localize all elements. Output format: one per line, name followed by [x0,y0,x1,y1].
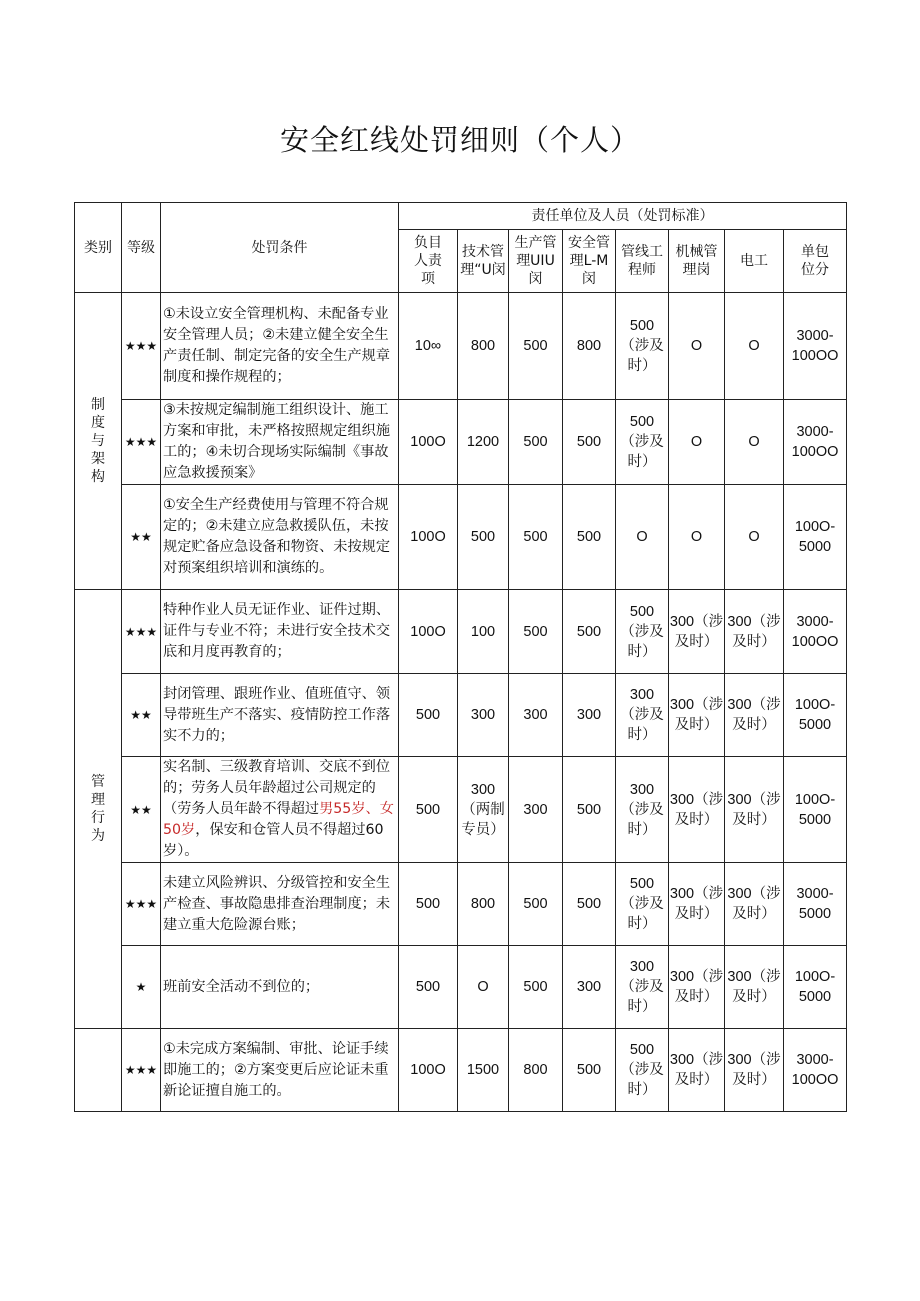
value-cell: 100O [399,400,458,485]
table-row [75,674,847,757]
header-col-pipeline-engineer: 管线工程师 [616,230,669,293]
value-cell: 3000-100OO [784,1029,847,1112]
value-cell: 3000-100OO [784,590,847,674]
header-col-safety: 安全管理L-M闵 [563,230,616,293]
level-stars: ★ [122,946,161,1029]
value-cell: 500 [563,400,616,485]
value-cell: 500 [399,946,458,1029]
value-cell: O [458,946,509,1029]
value-cell: 300（涉及时） [725,590,784,674]
table-row [75,946,847,1029]
value-cell: 300（涉及时） [725,757,784,863]
value-cell: 500 [563,485,616,590]
header-level: 等级 [122,203,161,293]
value-cell: 500 [563,590,616,674]
value-cell: 500（涉及时） [616,400,669,485]
level-stars: ★★★ [122,400,161,485]
value-cell: 500 [458,485,509,590]
value-cell: 800 [458,863,509,946]
table-row [75,485,847,590]
value-cell: O [725,400,784,485]
header-col-subcontractor: 单包位分 [784,230,847,293]
value-cell: 300（涉及时） [669,674,725,757]
value-cell: 100O-5000 [784,946,847,1029]
value-cell: 300 [509,757,563,863]
value-cell: 500 [563,757,616,863]
condition-text-a: 实名制、三级教育培训、交底不到位的；劳务人员年龄超过公司规定的（劳务人员年龄不得超过 [163,759,391,817]
value-cell: 3000-100OO [784,400,847,485]
condition-text-b: ，保安和仓管人员不得超过60岁）。 [163,822,384,859]
value-cell: 3000-5000 [784,863,847,946]
value-cell: O [725,293,784,400]
table-row [75,590,847,674]
level-stars: ★★★ [122,1029,161,1112]
value-cell: 500（涉及时） [616,590,669,674]
value-cell: 300 [458,674,509,757]
condition-cell: 封闭管理、跟班作业、值班值守、领导带班生产不落实、疫情防控工作落实不力的； [161,674,399,757]
value-cell: 300（涉及时） [725,1029,784,1112]
value-cell: O [725,485,784,590]
penalty-table [74,202,847,1112]
header-col-production: 生产管理UIU闵 [509,230,563,293]
value-cell: 300（涉及时） [669,757,725,863]
header-col-electrician: 电工 [725,230,784,293]
value-cell: 300（两制专员） [458,757,509,863]
header-category: 类别 [75,203,122,293]
value-cell: 500 [563,863,616,946]
value-cell: 100O-5000 [784,485,847,590]
value-cell: 500 [509,400,563,485]
value-cell: 800 [563,293,616,400]
level-stars: ★★ [122,757,161,863]
condition-age-limit: 男55岁、女50岁 [163,801,394,838]
value-cell: 300（涉及时） [616,674,669,757]
table-row [75,757,847,863]
value-cell: 500（涉及时） [616,863,669,946]
table-row [75,1029,847,1112]
condition-cell: 未建立风险辨识、分级管控和安全生产检查、事故隐患排查治理制度；未建立重大危险源台账； [161,863,399,946]
level-stars: ★★★ [122,863,161,946]
condition-cell: ①安全生产经费使用与管理不符合规定的；②未建立应急救援队伍，未按规定贮备应急设备和物资、未按规定对预案组织培训和演练的。 [161,485,399,590]
value-cell: 500（涉及时） [616,1029,669,1112]
table-row [75,863,847,946]
header-col-project-leader: 负目人责项 [399,230,458,293]
value-cell: 300 [563,946,616,1029]
condition-cell: ③未按规定编制施工组织设计、施工方案和审批，未严格按照规定组织施工的；④未切合现场实际编制《事故应急救援预案》 [161,400,399,485]
value-cell: 500（涉及时） [616,293,669,400]
value-cell: 300（涉及时） [725,863,784,946]
value-cell: O [669,293,725,400]
value-cell: 100O [399,485,458,590]
value-cell: 500 [563,1029,616,1112]
value-cell: 100O [399,590,458,674]
level-stars: ★★★ [122,293,161,400]
value-cell: 100O-5000 [784,674,847,757]
value-cell: 500 [509,590,563,674]
value-cell: O [669,485,725,590]
page-title: 安全红线处罚细则（个人） [279,123,640,157]
value-cell: 1500 [458,1029,509,1112]
header-responsible-group: 责任单位及人员（处罚标准） [399,203,847,230]
condition-cell: 特种作业人员无证作业、证件过期、证件与专业不符；未进行安全技术交底和月度再教育的； [161,590,399,674]
value-cell: 500 [399,757,458,863]
value-cell: O [669,400,725,485]
value-cell: 300（涉及时） [616,757,669,863]
value-cell: 300（涉及时） [725,946,784,1029]
level-stars: ★★ [122,674,161,757]
condition-cell: ①未完成方案编制、审批、论证手续即施工的；②方案变更后应论证未重新论证擅自施工的。 [161,1029,399,1112]
value-cell: 800 [509,1029,563,1112]
value-cell: 10∞ [399,293,458,400]
value-cell: 1200 [458,400,509,485]
level-stars: ★★★ [122,590,161,674]
value-cell: 500 [399,863,458,946]
condition-cell: ①未设立安全管理机构、未配备专业安全管理人员；②未建立健全安全生产责任制、制定完备的安全生产规章制度和操作规程的； [161,293,399,400]
value-cell: 300（涉及时） [669,1029,725,1112]
value-cell: 300 [563,674,616,757]
category-cell: 制度与架构 [75,293,122,590]
value-cell: 300（涉及时） [669,946,725,1029]
condition-cell [161,757,399,863]
value-cell: 300 [509,674,563,757]
value-cell: 100O [399,1029,458,1112]
value-cell: 500 [509,485,563,590]
value-cell: 500 [509,293,563,400]
value-cell: 100 [458,590,509,674]
value-cell: O [616,485,669,590]
category-cell [75,1029,122,1112]
value-cell: 500 [509,863,563,946]
condition-cell: 班前安全活动不到位的； [161,946,399,1029]
value-cell: 3000-100OO [784,293,847,400]
value-cell: 300（涉及时） [669,590,725,674]
category-cell: 管理行为 [75,590,122,1029]
value-cell: 500 [509,946,563,1029]
value-cell: 500 [399,674,458,757]
table-row [75,293,847,400]
header-condition: 处罚条件 [161,203,399,293]
value-cell: 800 [458,293,509,400]
table-row [75,400,847,485]
header-col-machinery: 机械管理岗 [669,230,725,293]
value-cell: 300（涉及时） [616,946,669,1029]
value-cell: 300（涉及时） [669,863,725,946]
header-row-1 [75,203,847,230]
header-col-technical: 技术管理“U闵 [458,230,509,293]
level-stars: ★★ [122,485,161,590]
value-cell: 300（涉及时） [725,674,784,757]
value-cell: 100O-5000 [784,757,847,863]
